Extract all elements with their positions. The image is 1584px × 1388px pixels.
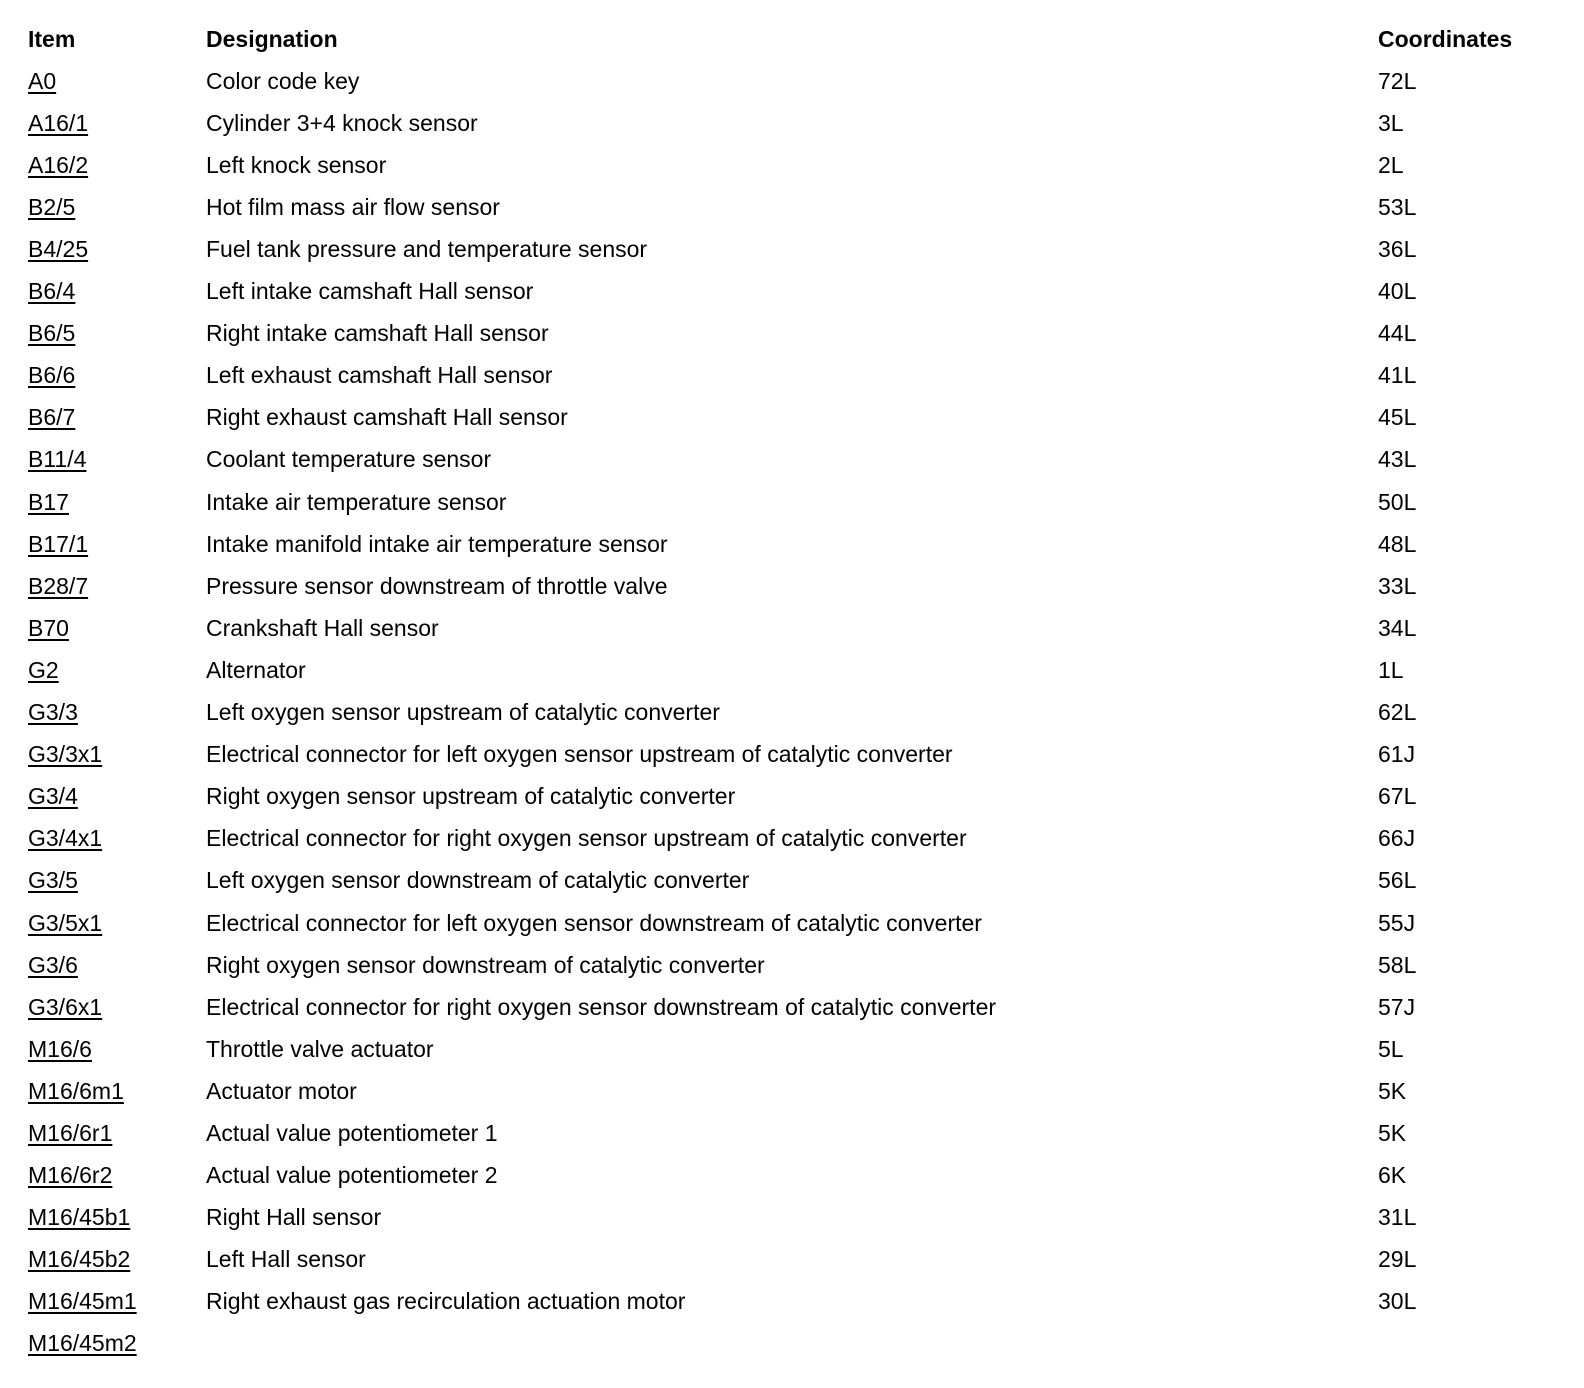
item-cell xyxy=(28,986,206,1028)
item-link[interactable]: G3/5 xyxy=(28,867,78,894)
table-row xyxy=(28,1112,1538,1154)
coordinates-cell: 33L xyxy=(1378,572,1417,599)
designation-cell: Left Hall sensor xyxy=(206,1246,366,1273)
designation-cell: Left oxygen sensor upstream of catalytic converter xyxy=(206,699,720,726)
table-row xyxy=(28,271,1538,313)
table-row xyxy=(28,1239,1538,1281)
table-row xyxy=(28,944,1538,986)
coordinates-cell: 29L xyxy=(1378,1246,1417,1273)
item-cell xyxy=(28,1323,206,1365)
designation-cell: Fuel tank pressure and temperature sensor xyxy=(206,236,648,263)
item-cell xyxy=(28,1239,206,1281)
designation-cell: Intake manifold intake air temperature sensor xyxy=(206,530,668,557)
component-legend-table xyxy=(28,18,1538,1365)
item-cell xyxy=(28,607,206,649)
item-cell xyxy=(28,102,206,144)
item-cell xyxy=(28,355,206,397)
item-cell xyxy=(28,186,206,228)
item-link[interactable]: B17 xyxy=(28,488,69,515)
designation-cell: Cylinder 3+4 knock sensor xyxy=(206,109,478,136)
coordinates-cell: 5L xyxy=(1378,1035,1404,1062)
item-cell xyxy=(28,60,206,102)
designation-cell: Intake air temperature sensor xyxy=(206,488,507,515)
table-row xyxy=(28,1197,1538,1239)
designation-cell: Throttle valve actuator xyxy=(206,1035,434,1062)
designation-cell: Coolant temperature sensor xyxy=(206,446,492,473)
item-link[interactable]: B6/4 xyxy=(28,278,76,305)
header-designation: Designation xyxy=(206,25,338,52)
table-header-row xyxy=(28,18,1538,60)
designation-cell xyxy=(206,1323,1378,1365)
designation-cell: Color code key xyxy=(206,67,360,94)
coordinates-cell: 61J xyxy=(1378,741,1416,768)
item-cell xyxy=(28,481,206,523)
designation-cell: Electrical connector for left oxygen sensor upstream of catalytic converter xyxy=(206,741,953,768)
item-link[interactable]: M16/6m1 xyxy=(28,1077,124,1104)
designation-cell: Electrical connector for right oxygen sensor downstream of catalytic converter xyxy=(206,993,997,1020)
table-row xyxy=(28,1070,1538,1112)
item-link[interactable]: M16/6r2 xyxy=(28,1162,113,1189)
item-cell xyxy=(28,144,206,186)
item-link[interactable]: A0 xyxy=(28,67,57,94)
table-row xyxy=(28,1323,1538,1365)
coordinates-cell: 41L xyxy=(1378,362,1417,389)
designation-cell: Pressure sensor downstream of throttle valve xyxy=(206,572,668,599)
item-cell xyxy=(28,776,206,818)
item-cell xyxy=(28,228,206,270)
coordinates-cell: 36L xyxy=(1378,236,1417,263)
item-cell xyxy=(28,565,206,607)
item-link[interactable]: B6/6 xyxy=(28,362,76,389)
item-link[interactable]: B11/4 xyxy=(28,446,87,473)
item-cell xyxy=(28,734,206,776)
item-cell xyxy=(28,523,206,565)
item-cell xyxy=(28,439,206,481)
designation-cell: Left intake camshaft Hall sensor xyxy=(206,278,534,305)
item-cell xyxy=(28,902,206,944)
coordinates-cell: 5K xyxy=(1378,1077,1407,1104)
item-link[interactable]: B6/5 xyxy=(28,320,76,347)
table-row xyxy=(28,860,1538,902)
item-link[interactable]: G3/5x1 xyxy=(28,909,103,936)
coordinates-cell: 66J xyxy=(1378,825,1416,852)
item-link[interactable]: G2 xyxy=(28,656,59,683)
coordinates-cell: 48L xyxy=(1378,530,1417,557)
coordinates-cell: 5K xyxy=(1378,1119,1407,1146)
designation-cell: Crankshaft Hall sensor xyxy=(206,614,439,641)
designation-cell: Actuator motor xyxy=(206,1077,357,1104)
table-row xyxy=(28,439,1538,481)
table-row xyxy=(28,818,1538,860)
item-cell xyxy=(28,818,206,860)
coordinates-cell: 3L xyxy=(1378,109,1404,136)
item-link[interactable]: A16/1 xyxy=(28,109,89,136)
item-link[interactable]: A16/2 xyxy=(28,151,89,178)
designation-cell: Alternator xyxy=(206,656,306,683)
item-link[interactable]: M16/6r1 xyxy=(28,1119,113,1146)
table-row xyxy=(28,481,1538,523)
coordinates-cell: 72L xyxy=(1378,67,1417,94)
item-link[interactable]: G3/6 xyxy=(28,951,78,978)
table-row xyxy=(28,228,1538,270)
coordinates-cell: 50L xyxy=(1378,488,1417,515)
coordinates-cell xyxy=(1378,1323,1538,1365)
item-cell xyxy=(28,1155,206,1197)
designation-cell: Left exhaust camshaft Hall sensor xyxy=(206,362,553,389)
item-link[interactable]: B2/5 xyxy=(28,193,76,220)
item-cell xyxy=(28,1112,206,1154)
item-cell xyxy=(28,944,206,986)
table-row xyxy=(28,1028,1538,1070)
coordinates-cell: 30L xyxy=(1378,1288,1417,1315)
table-row xyxy=(28,734,1538,776)
header-coordinates: Coordinates xyxy=(1378,25,1513,52)
item-link[interactable]: G3/4 xyxy=(28,783,78,810)
item-link[interactable]: M16/45m2 xyxy=(28,1330,137,1357)
table-row xyxy=(28,565,1538,607)
table-row xyxy=(28,186,1538,228)
designation-cell: Electrical connector for left oxygen sensor downstream of catalytic converter xyxy=(206,909,982,936)
table-row xyxy=(28,902,1538,944)
item-link[interactable]: B70 xyxy=(28,614,69,641)
item-cell xyxy=(28,313,206,355)
designation-cell: Right intake camshaft Hall sensor xyxy=(206,320,549,347)
coordinates-cell: 55J xyxy=(1378,909,1416,936)
table-row xyxy=(28,649,1538,691)
designation-cell: Electrical connector for right oxygen sensor upstream of catalytic converter xyxy=(206,825,967,852)
coordinates-cell: 2L xyxy=(1378,151,1404,178)
item-link[interactable]: G3/6x1 xyxy=(28,993,103,1020)
coordinates-cell: 31L xyxy=(1378,1204,1417,1231)
item-cell xyxy=(28,860,206,902)
coordinates-cell: 56L xyxy=(1378,867,1417,894)
item-cell xyxy=(28,1070,206,1112)
designation-cell: Right oxygen sensor downstream of catalytic converter xyxy=(206,951,765,978)
item-cell xyxy=(28,1028,206,1070)
designation-cell: Right oxygen sensor upstream of catalytic converter xyxy=(206,783,736,810)
table-row xyxy=(28,776,1538,818)
designation-cell: Right exhaust gas recirculation actuation motor xyxy=(206,1288,686,1315)
table-row xyxy=(28,1155,1538,1197)
item-link[interactable]: G3/3 xyxy=(28,699,78,726)
table-row xyxy=(28,986,1538,1028)
coordinates-cell: 44L xyxy=(1378,320,1417,347)
item-link[interactable]: M16/45m1 xyxy=(28,1288,137,1315)
item-cell xyxy=(28,1197,206,1239)
coordinates-cell: 43L xyxy=(1378,446,1417,473)
item-link[interactable]: B17/1 xyxy=(28,530,89,557)
table-row xyxy=(28,60,1538,102)
item-cell xyxy=(28,397,206,439)
designation-cell: Actual value potentiometer 1 xyxy=(206,1119,498,1146)
table-row xyxy=(28,397,1538,439)
designation-cell: Hot film mass air flow sensor xyxy=(206,193,500,220)
coordinates-cell: 45L xyxy=(1378,404,1417,431)
coordinates-cell: 58L xyxy=(1378,951,1417,978)
coordinates-cell: 1L xyxy=(1378,656,1404,683)
table-row xyxy=(28,355,1538,397)
item-link[interactable]: B28/7 xyxy=(28,572,89,599)
designation-cell: Right exhaust camshaft Hall sensor xyxy=(206,404,568,431)
table-row xyxy=(28,102,1538,144)
table-body xyxy=(28,60,1538,1365)
item-link[interactable]: M16/45b2 xyxy=(28,1246,131,1273)
header-item: Item xyxy=(28,25,76,52)
item-cell xyxy=(28,692,206,734)
item-cell xyxy=(28,271,206,313)
coordinates-cell: 57J xyxy=(1378,993,1416,1020)
coordinates-cell: 34L xyxy=(1378,614,1417,641)
item-link[interactable]: G3/4x1 xyxy=(28,825,103,852)
item-link[interactable]: B4/25 xyxy=(28,236,89,263)
coordinates-cell: 53L xyxy=(1378,193,1417,220)
item-link[interactable]: G3/3x1 xyxy=(28,741,103,768)
coordinates-cell: 40L xyxy=(1378,278,1417,305)
item-cell xyxy=(28,649,206,691)
table-row xyxy=(28,523,1538,565)
coordinates-cell: 6K xyxy=(1378,1162,1407,1189)
table-row xyxy=(28,607,1538,649)
designation-cell: Right Hall sensor xyxy=(206,1204,382,1231)
table-row xyxy=(28,692,1538,734)
table-row xyxy=(28,144,1538,186)
coordinates-cell: 62L xyxy=(1378,699,1417,726)
table-row xyxy=(28,1281,1538,1323)
item-link[interactable]: M16/6 xyxy=(28,1035,92,1062)
item-link[interactable]: M16/45b1 xyxy=(28,1204,131,1231)
coordinates-cell: 67L xyxy=(1378,783,1417,810)
item-link[interactable]: B6/7 xyxy=(28,404,76,431)
table-row xyxy=(28,313,1538,355)
item-cell xyxy=(28,1281,206,1323)
designation-cell: Actual value potentiometer 2 xyxy=(206,1162,498,1189)
designation-cell: Left knock sensor xyxy=(206,151,387,178)
designation-cell: Left oxygen sensor downstream of catalytic converter xyxy=(206,867,750,894)
